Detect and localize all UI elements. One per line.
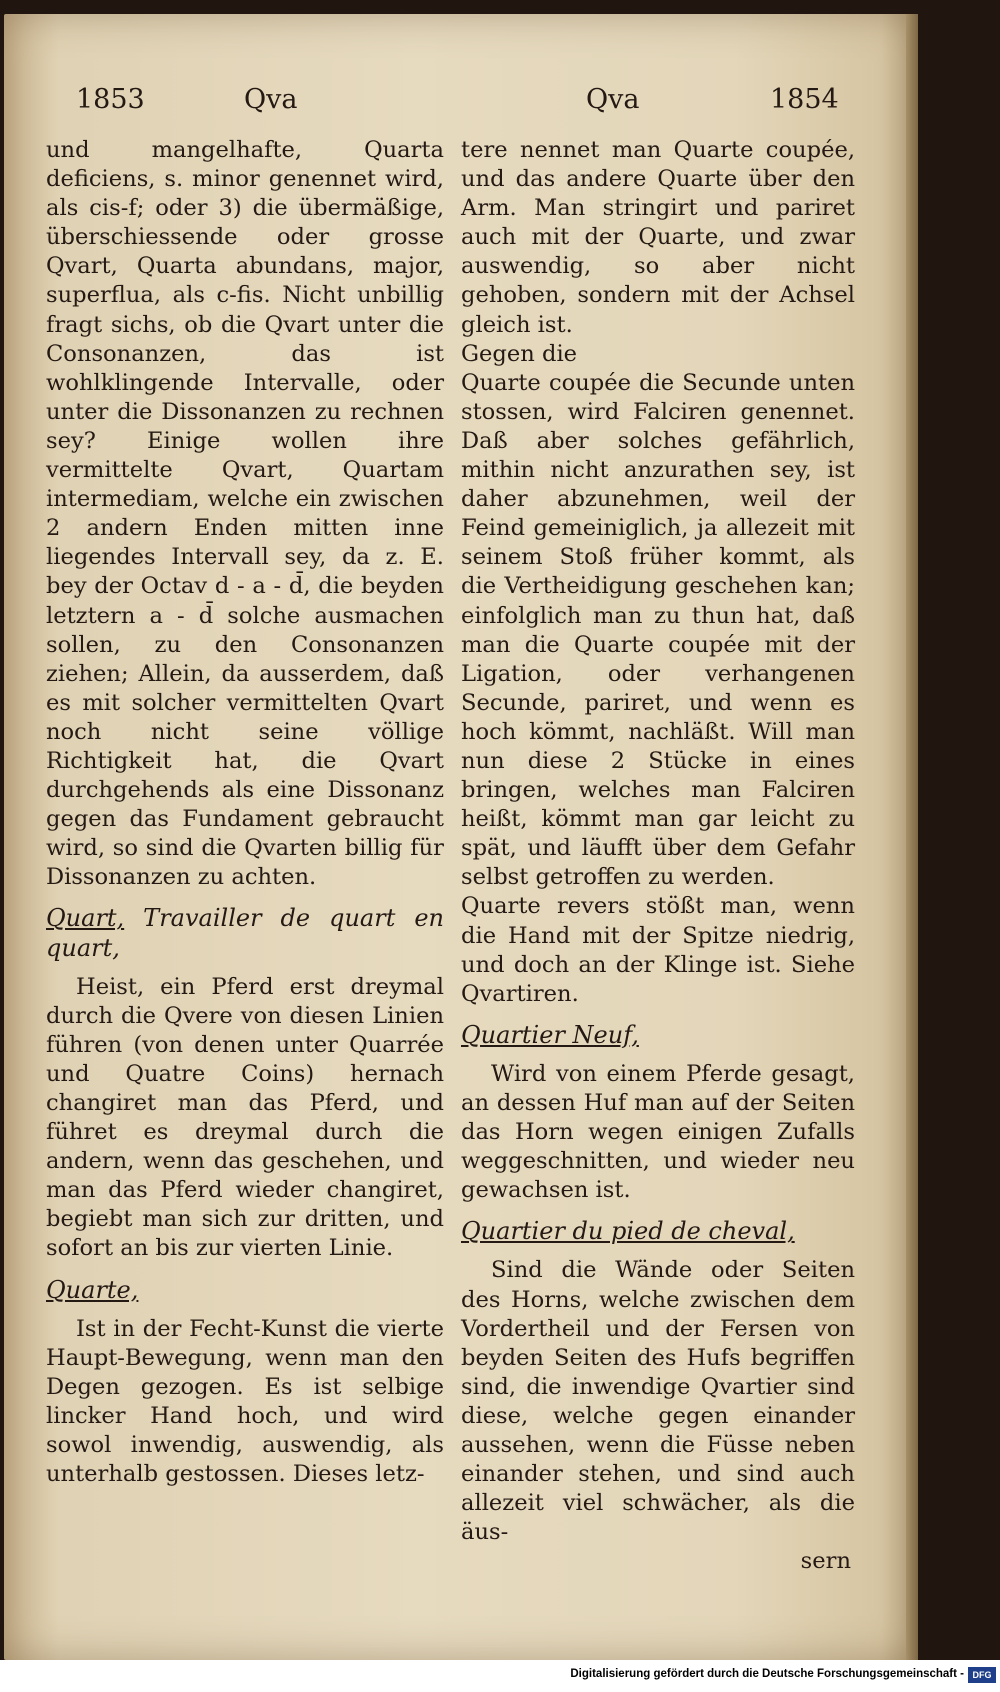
paragraph: Wird von einem Pferde gesagt, an dessen Huf man auf der Seiten das Horn wegen einigen Zufalls weggeschnitten, und wieder neu gewachsen ist. <box>461 1060 855 1204</box>
entry-heading-quartier-neuf <box>461 1021 855 1050</box>
heading-keyword: Quarte, <box>46 1275 139 1304</box>
paragraph: und mangelhafte, Quarta deficiens, s. minor genennet wird, als cis-f; oder 3) die übermäßige, überschiessende oder grosse Qvart, Quarta abundans, major, superflua, als c-fis. Nicht unbillig fragt sichs, ob die Qvart unter die Consonanzen, das ist wohlklingende Intervalle, oder unter die Dissonanzen zu rechnen sey? Einige wollen ihre vermittelte Qvart, Quartam intermediam, welche ein zwischen 2 andern Enden mitten inne liegendes Intervall sey, da z. E. bey der Octav d - a - d̄, die beyden letztern a - d̄ solche ausmachen sollen, zu den Consonanzen ziehen; Allein, da ausserdem, daß es mit solcher vermittelten Qvart noch nicht seine völlige Richtigkeit hat, die Qvart durchgehends als eine Dissonanz gegen das Fundament gebraucht wird, so sind die Qvarten billig für Dissonanzen zu achten. <box>46 137 444 891</box>
paragraph: Gegen die <box>461 340 578 367</box>
page-number-right: 1854 <box>770 84 839 115</box>
dfg-logo-icon: DFG <box>968 1667 996 1683</box>
catchword: sern <box>800 1548 851 1575</box>
paragraph: Quarte revers stößt man, wenn die Hand mit der Spitze niedrig, und doch an der Klinge ist. Siehe Qvartiren. <box>461 893 855 1007</box>
heading-keyword: Quartier Neuf, <box>461 1020 639 1049</box>
running-title-right: Qva <box>586 84 640 115</box>
heading-rest: Travailler de quart en quart, <box>46 904 444 962</box>
running-header <box>4 84 918 124</box>
entry-heading-quarte <box>46 1276 444 1305</box>
left-column <box>46 136 444 1489</box>
heading-keyword: Quart, <box>46 904 125 933</box>
paragraph: Ist in der Fecht-Kunst die vierte Haupt-Bewegung, wenn man den Degen gezogen. Es ist selbige lincker Hand hoch, und wird sowol inwendig, auswendig, als unterhalb gestossen. Dieses letz- <box>46 1315 444 1488</box>
paragraph: Sind die Wände oder Seiten des Horns, welche zwischen dem Vordertheil und der Fersen von beyden Seiten des Hufs begriffen sind, die inwendige Qvartier sind diese, welche gegen einander aussehen, wenn die Füsse neben einander stehen, und sind auch allezeit viel schwächer, als die äus- <box>461 1257 855 1546</box>
heading-keyword: Quartier du pied de cheval, <box>461 1217 795 1246</box>
paragraph: Heist, ein Pferd erst dreymal durch die Qvere von diesen Linien führen (von denen unter Quarrée und Quatre Coins) hernach changiret man das Pferd, und führet es dreymal durch die andern, wenn das geschehen, und man das Pferd wieder changiret, begiebt man sich zur dritten, und sofort an bis zur vierten Linie. <box>46 973 444 1262</box>
paragraph: tere nennet man Quarte coupée, und das andere Quarte über den Arm. Man stringirt und pariret auch mit der Quarte, und zwar auswendig, so aber nicht gehoben, sondern mit der Achsel gleich ist. <box>461 137 855 338</box>
page-edge <box>906 14 918 1660</box>
entry-heading-quart <box>46 904 444 962</box>
paragraph: Quarte coupée die Secunde unten stossen, wird Falciren genennet. Daß aber solches gefährlich, mithin nicht anzurathen sey, ist daher abzunehmen, weil der Feind gemeiniglich, ja allezeit mit seinem Stoß früher kommt, als die Vertheidigung geschehen kan; einfolglich man zu thun hat, daß man die Quarte coupée mit der Ligation, oder verhangenen Secunde, pariret, und wenn es hoch kömmt, nachläßt. Will man nun diese 2 Stücke in eines bringen, welches man Falciren heißt, kömmt man gar leicht zu spät, und läufft über dem Gefahr selbst getroffen zu werden. <box>461 369 855 891</box>
footer-credit: Digitalisierung gefördert durch die Deutsche Forschungsgemeinschaft - <box>570 1668 964 1680</box>
book-page <box>4 14 918 1660</box>
entry-heading-quartier-du-pied <box>461 1217 855 1246</box>
running-title-left: Qva <box>244 84 298 115</box>
right-column <box>461 136 855 1577</box>
page-number-left: 1853 <box>76 84 145 115</box>
digitization-footer <box>0 1660 1000 1692</box>
